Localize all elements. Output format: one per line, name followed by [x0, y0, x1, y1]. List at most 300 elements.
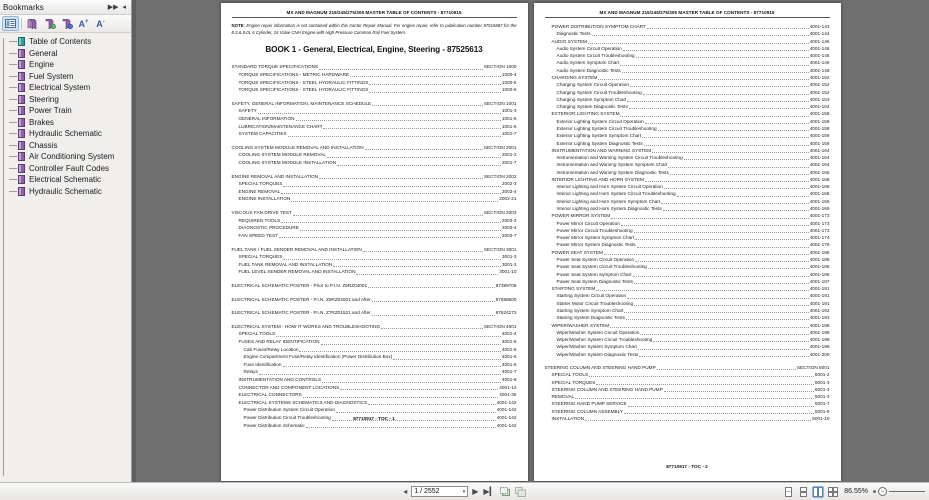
toc-entry-page: 4001-146 — [809, 60, 830, 66]
toc-leader-dots — [306, 427, 496, 428]
toc-entry[interactable] — [232, 100, 517, 108]
toc-leader-dots — [575, 398, 814, 399]
bookmark-list[interactable] — [0, 33, 131, 482]
toc-entry[interactable] — [545, 176, 830, 183]
toc-entry-page: SECTION 1001 — [483, 100, 517, 106]
toc-entry-page: 4001-4 — [501, 331, 517, 337]
toc-entry[interactable] — [232, 361, 517, 369]
toc-group — [232, 100, 517, 138]
toc-entry-page: 4001-8 — [501, 377, 517, 383]
toc-leader-dots — [291, 201, 498, 202]
toc-entry[interactable] — [232, 368, 517, 376]
toc-entry[interactable] — [545, 379, 830, 386]
toc-entry[interactable] — [232, 330, 517, 338]
toc-entry-title: COOLING SYSTEM MODULE REMOVAL AND INSTALLATION — [231, 144, 364, 150]
toc-leader-dots — [296, 120, 501, 121]
toc-entry-page: 4001-146 — [809, 53, 830, 59]
toc-entry[interactable] — [545, 263, 830, 270]
toc-entry[interactable] — [545, 249, 830, 256]
toc-entry[interactable] — [545, 212, 830, 219]
toc-leader-dots — [323, 128, 500, 129]
bookmark-item[interactable] — [0, 71, 131, 83]
toc-entry[interactable] — [545, 198, 830, 205]
bookmark-item[interactable] — [0, 82, 131, 94]
bookmark-item[interactable] — [0, 140, 131, 152]
toc-entry[interactable] — [545, 351, 830, 358]
previous-page-icon[interactable]: ◂ — [403, 486, 408, 496]
toc-entry-title: LUBRICATION/MAINTENANCE CHART — [238, 123, 323, 129]
toc-entry-title: STEERING COLUMN AND STEERING HAND PUMP — [551, 386, 663, 392]
toc-entry-title: Interior Lighting and Horn System Symptom Chart — [556, 198, 661, 204]
bookmark-icon — [18, 129, 25, 138]
tree-branch-line — [9, 64, 17, 65]
toc-entry[interactable] — [232, 107, 517, 115]
page-spread — [221, 0, 841, 481]
toc-entry[interactable] — [545, 147, 830, 154]
toc-entry[interactable] — [232, 144, 517, 152]
delete-bookmark-icon[interactable] — [58, 16, 75, 31]
toc-entry-title: SPECIAL TOOLS — [551, 372, 589, 378]
tree-branch-line — [9, 110, 17, 111]
toc-entry-title: SYSTEM CAPACITIES — [238, 131, 287, 137]
toc-leader-dots — [303, 397, 499, 398]
toc-entry[interactable] — [545, 307, 830, 314]
bookmark-item-label: Power Train — [29, 106, 72, 116]
toc-leader-dots — [372, 105, 483, 106]
text-size-increase-icon[interactable] — [75, 16, 92, 31]
toc-entry-page: 4001-173 — [809, 227, 830, 233]
toc-leader-dots — [670, 174, 809, 175]
toc-leader-dots — [283, 259, 500, 260]
toc-entry[interactable] — [545, 118, 830, 125]
bookmark-icon — [18, 175, 25, 184]
toc-entry[interactable] — [232, 173, 517, 181]
toc-entry-title: Power Seat System Circuit Operation — [556, 257, 635, 262]
toc-entry[interactable] — [545, 67, 830, 74]
toc-entry-page: SECTION 4001 — [483, 323, 517, 329]
toc-entry-title: WIPER/WASHER SYSTEM — [551, 322, 610, 328]
toc-entry-title: FUEL TANK / FUEL SENDER REMOVAL AND INSTALLATION — [231, 246, 362, 252]
bookmarks-sidebar — [0, 0, 132, 482]
toc-entry[interactable] — [545, 408, 830, 415]
toc-entry[interactable] — [545, 300, 830, 307]
toc-entry-page: 4001-159 — [809, 133, 830, 139]
toc-entry-title: REMOVAL — [551, 394, 575, 400]
toc-entry-page: 2003-4 — [501, 225, 517, 231]
toc-entry[interactable] — [232, 323, 517, 331]
toc-leader-dots — [288, 136, 501, 137]
bookmark-item-label: Steering — [29, 94, 59, 104]
toc-entry-page: 1000-4 — [501, 71, 517, 77]
toc-entry[interactable] — [545, 336, 830, 343]
toc-entry[interactable] — [232, 224, 517, 232]
toc-entry[interactable] — [545, 190, 830, 197]
toc-entry-title: Interior Lighting and Horn System Diagnostic Tests — [556, 206, 662, 212]
bookmark-item[interactable] — [0, 36, 131, 48]
page-number-value: 1 / 2552 — [414, 488, 440, 495]
toc-leader-dots — [336, 412, 496, 413]
toc-entry[interactable] — [545, 292, 830, 299]
toc-entry[interactable] — [545, 132, 830, 139]
toc-entry[interactable] — [232, 282, 517, 290]
toc-entry-title: Fuse Identification — [243, 361, 282, 367]
panel-close-icon[interactable]: ◂ — [122, 3, 126, 11]
toc-leader-dots — [630, 86, 809, 87]
toc-entry[interactable] — [545, 278, 830, 285]
zoom-out-button[interactable]: − — [878, 487, 887, 496]
toc-entry[interactable] — [232, 63, 517, 71]
toc-entry[interactable] — [232, 209, 517, 217]
toc-entry[interactable] — [545, 125, 830, 132]
toc-leader-dots — [658, 130, 809, 131]
toc-entry-title: STEERING HAND PUMP SERVICE — [551, 401, 627, 407]
toc-entry-title: TORQUE SPECIFICATIONS - METRIC HARDWARE — [238, 71, 350, 77]
toc-entry-title: Power Seat System Diagnostic Tests — [556, 278, 634, 284]
bookmark-item-label: Brakes — [29, 117, 54, 127]
toc-entry[interactable] — [545, 400, 830, 407]
toc-group — [232, 173, 517, 203]
toc-entry-page: 1001-3 — [501, 108, 517, 114]
toc-leader-dots — [620, 65, 808, 66]
copy-icon[interactable] — [515, 486, 527, 498]
toc-entry[interactable] — [232, 115, 517, 123]
toc-entry[interactable] — [232, 261, 517, 269]
toc-entry[interactable] — [232, 71, 517, 79]
bookmark-icon — [18, 83, 25, 92]
toc-entry-title: SAFETY — [238, 108, 257, 114]
page-number-input[interactable] — [411, 486, 468, 497]
tree-branch-line — [9, 76, 17, 77]
toc-leader-dots — [589, 376, 814, 377]
zoom-slider-track[interactable] — [889, 491, 925, 492]
toc-leader-dots — [620, 116, 808, 117]
bookmark-item[interactable] — [0, 151, 131, 163]
bookmark-list-icon[interactable] — [2, 16, 19, 31]
toc-entry[interactable] — [545, 96, 830, 103]
toc-leader-dots — [623, 50, 809, 51]
toc-entry[interactable] — [232, 130, 517, 138]
zoom-level-label: 86.55% — [844, 488, 868, 495]
toc-entry-page: 4001-158 — [809, 111, 830, 117]
bookmarks-toolbar — [0, 15, 131, 33]
toc-entry[interactable] — [545, 154, 830, 161]
toc-leader-dots — [622, 72, 809, 73]
toc-entry-page: 4001-186 — [809, 271, 830, 277]
toc-leader-dots — [319, 178, 483, 179]
toc-entry-title: Power Mirror Circuit Operation — [556, 220, 620, 226]
toc-entry-page: 4001-165 — [809, 169, 830, 175]
toc-entry-title: FUSES AND RELAY IDENTIFICATION — [238, 338, 320, 344]
bookmark-item-label: Hydraulic Schematic — [29, 129, 102, 139]
toc-entry[interactable] — [232, 422, 517, 430]
document-page-right — [534, 3, 841, 481]
toc-entry[interactable] — [232, 159, 517, 167]
toc-entry-title: Diagnostic Tests — [556, 31, 591, 37]
decrease-letter: A — [96, 18, 103, 29]
toc-entry[interactable] — [545, 81, 830, 88]
toc-entry[interactable] — [545, 329, 830, 336]
toc-entry[interactable] — [545, 285, 830, 292]
bookmark-item-label: Electrical Schematic — [29, 175, 102, 185]
toc-entry-page: 4001-185 — [809, 249, 830, 255]
toc-group — [232, 296, 517, 304]
bookmark-item[interactable] — [0, 174, 131, 186]
toc-entry-page: 1000-5 — [501, 79, 517, 85]
continuous-scroll-icon[interactable] — [797, 486, 809, 498]
toc-entry-title: EXTERIOR LIGHTING SYSTEM — [551, 111, 620, 117]
collapse-all-icon[interactable]: ▶▶ — [107, 3, 119, 11]
toc-entry[interactable] — [232, 151, 517, 159]
toc-entry-title: Relays — [243, 369, 258, 375]
toc-entry[interactable] — [545, 161, 830, 168]
next-page-icon[interactable]: ▶ — [472, 486, 479, 496]
toc-entry-page: 1001-6 — [501, 123, 517, 129]
bookmark-item-label: Chassis — [29, 140, 58, 150]
page-footer-right: 87710917 - TOC - 2 — [666, 464, 708, 469]
zoom-slider[interactable] — [873, 487, 925, 496]
toc-entry[interactable] — [545, 322, 830, 329]
toc-entry[interactable] — [232, 253, 517, 261]
toc-leader-dots — [643, 94, 809, 95]
toc-entry[interactable] — [545, 415, 830, 422]
tree-branch-line — [9, 191, 17, 192]
bookmark-icon — [18, 118, 25, 127]
toc-entry[interactable] — [545, 89, 830, 96]
toc-leader-dots — [592, 35, 809, 36]
toc-leader-dots — [368, 404, 496, 405]
toc-entry[interactable] — [545, 59, 830, 66]
toc-entry-title: ENGINE REMOVAL AND INSTALLATION — [231, 173, 319, 179]
bookmark-item-label: Controller Fault Codes — [29, 163, 110, 173]
toc-entry-title: COOLING SYSTEM MODULE REMOVAL — [238, 152, 326, 158]
toc-entry[interactable] — [545, 169, 830, 176]
toc-entry-page: 4001-143 — [809, 24, 830, 29]
toc-entry[interactable] — [545, 110, 830, 117]
bookmark-icon — [18, 187, 25, 196]
toc-leader-dots — [604, 254, 809, 255]
toc-entry-page: 5001-9 — [814, 408, 830, 414]
toc-entry-title: AUDIO SYSTEM — [551, 38, 587, 44]
toc-entry[interactable] — [232, 217, 517, 225]
toc-entry-title: Starting System Circuit Operation — [556, 293, 627, 299]
bookmark-item[interactable] — [0, 186, 131, 198]
toc-entry-page: 4001-148 — [809, 67, 830, 73]
toc-entry-title: CONNECTOR AND COMPONENT LOCATIONS — [238, 384, 340, 390]
toc-entry-title: POWER MIRROR SYSTEM — [551, 213, 611, 219]
toc-entry-title: Audio System Symptom Chart — [556, 60, 620, 66]
single-page-view-icon[interactable] — [782, 486, 794, 498]
toc-entry[interactable] — [232, 195, 517, 203]
toc-entry-page: 4001-6 — [501, 361, 517, 367]
new-bookmark-icon[interactable] — [41, 16, 58, 31]
toc-leader-dots — [598, 79, 808, 80]
document-page-left — [221, 3, 528, 481]
toc-entry-page: 5001-3 — [814, 394, 830, 400]
toc-entry-page: 4001-158 — [809, 118, 830, 124]
toc-entry[interactable] — [545, 45, 830, 52]
viewport-left-edge — [132, 0, 136, 482]
toc-entry-page: 5001-3 — [814, 379, 830, 385]
toc-entry[interactable] — [545, 364, 830, 371]
toc-entry[interactable] — [232, 346, 517, 354]
toc-entry[interactable] — [545, 386, 830, 393]
toc-entry-page: 4001-12 — [499, 384, 517, 390]
engine-repair-note — [232, 23, 517, 36]
bookmark-item[interactable] — [0, 59, 131, 71]
toc-entry-page: 87389708 — [495, 282, 517, 288]
toc-entry-title: Wiper/Washer System Diagnostic Tests — [556, 351, 639, 357]
toc-entry[interactable] — [232, 399, 517, 407]
toc-entry[interactable] — [545, 227, 830, 234]
toc-entry[interactable] — [545, 314, 830, 321]
toc-entry-page: 4001-152 — [809, 74, 830, 80]
bookmark-item[interactable] — [0, 163, 131, 175]
bookmark-item-label: Table of Contents — [29, 37, 92, 47]
bookmark-icon[interactable] — [24, 16, 41, 31]
toc-entry-title: REQUIRED TOOLS — [238, 217, 281, 223]
bookmark-item-label: Electrical System — [29, 83, 91, 93]
toc-leader-dots — [635, 261, 809, 262]
toolbar-divider — [21, 18, 22, 29]
toc-entry[interactable] — [232, 246, 517, 254]
toc-entry[interactable] — [232, 296, 517, 304]
chevron-down-icon[interactable]: ▾ — [462, 488, 466, 495]
toc-entry[interactable] — [545, 220, 830, 227]
toc-entry[interactable] — [232, 338, 517, 346]
toc-entry[interactable] — [232, 188, 517, 196]
toc-entry-title: Wiper/Washer System Symptom Chart — [556, 344, 637, 350]
toc-entry[interactable] — [545, 183, 830, 190]
toc-entry[interactable] — [545, 393, 830, 400]
toc-leader-dots — [648, 268, 809, 269]
toc-entry-page: 4001-158 — [809, 125, 830, 131]
toc-entry-page: 4001-187 — [809, 278, 830, 284]
bookmark-item[interactable] — [0, 94, 131, 106]
toc-entry[interactable] — [545, 103, 830, 110]
toc-entry-title: Power Mirror System Symptom Chart — [556, 235, 635, 241]
toc-group — [232, 309, 517, 317]
tree-branch-line — [9, 41, 17, 42]
toc-entry[interactable] — [545, 256, 830, 263]
next-view-icon[interactable]: ▶▎ — [483, 486, 496, 496]
toc-leader-dots — [281, 193, 501, 194]
toc-entry-page: 4001-173 — [809, 213, 830, 219]
toc-entry[interactable] — [545, 234, 830, 241]
toc-entry-page: 4001-193 — [809, 315, 830, 321]
toc-entry-page: 5001-2 — [814, 372, 830, 378]
toc-entry[interactable] — [545, 371, 830, 378]
toc-entry-title: STARTING SYSTEM — [551, 286, 596, 292]
toc-group — [545, 364, 830, 422]
toc-entry[interactable] — [232, 376, 517, 384]
toc-entry[interactable] — [232, 79, 517, 87]
toc-leader-dots — [652, 152, 809, 153]
toc-entry-title: DIAGNOSTIC PROCEDURE — [238, 225, 299, 231]
toc-entry-page: 4001-200 — [809, 351, 830, 357]
toc-entry[interactable] — [545, 30, 830, 37]
toc-entry[interactable] — [545, 38, 830, 45]
toc-entry-page: 4001-191 — [809, 293, 830, 299]
toc-entry[interactable] — [545, 140, 830, 147]
toc-entry-title: STEERING COLUMN AND STEERING HAND PUMP — [544, 364, 656, 370]
toc-entry-page: 1000-6 — [501, 87, 517, 93]
toc-entry[interactable] — [232, 268, 517, 276]
bookmark-item[interactable] — [0, 48, 131, 60]
toc-entry-page: 5001-7 — [814, 401, 830, 407]
toc-entry[interactable] — [232, 123, 517, 131]
toc-entry[interactable] — [545, 23, 830, 30]
toc-entry-page: 4001-164 — [809, 147, 830, 153]
tree-branch-line — [9, 145, 17, 146]
toc-entry-page: 4001-5 — [501, 338, 517, 344]
toc-entry[interactable] — [545, 271, 830, 278]
toc-entry[interactable] — [232, 406, 517, 414]
toc-entry[interactable] — [232, 86, 517, 94]
toc-leader-dots — [610, 327, 809, 328]
toc-entry-title: Audio System Diagnostic Tests — [556, 67, 621, 73]
document-viewport[interactable] — [132, 0, 929, 482]
toc-leader-dots — [276, 336, 501, 337]
toc-leader-dots — [299, 351, 500, 352]
toc-entry[interactable] — [545, 74, 830, 81]
toc-entry-title: FUEL LEVEL SENDER REMOVAL AND INSTALLATION — [238, 269, 356, 275]
toc-entry[interactable] — [545, 343, 830, 350]
toc-leader-dots — [628, 406, 814, 407]
toc-entry-page: 4001-152 — [809, 89, 830, 95]
toc-entry[interactable] — [232, 353, 517, 361]
toc-entry-page: SECTION 3001 — [483, 246, 517, 252]
toc-entry-page: 4001-144 — [809, 31, 830, 37]
toc-entry-page: 87624272 — [495, 310, 517, 316]
two-page-scroll-icon[interactable] — [827, 486, 839, 498]
toc-group — [232, 144, 517, 167]
bookmark-item[interactable] — [0, 117, 131, 129]
snapshot-icon[interactable] — [500, 486, 512, 498]
bookmark-icon — [18, 164, 25, 173]
toc-entry[interactable] — [232, 384, 517, 392]
bookmark-item[interactable] — [0, 128, 131, 140]
toc-entry-title: Power Mirror Circuit Troubleshooting — [556, 227, 633, 233]
two-page-view-icon[interactable] — [812, 486, 824, 498]
toc-entry-title: FAN SPEED TEST — [238, 232, 279, 238]
toc-entry[interactable] — [232, 309, 517, 317]
toc-entry-title: Starting System Symptom Chart — [556, 307, 624, 313]
toc-entry-page: 4001-185 — [809, 264, 830, 270]
toc-leader-dots — [664, 188, 809, 189]
toc-entry-title: INSTALLATION — [551, 415, 585, 421]
toc-entry[interactable] — [232, 180, 517, 188]
toc-entry-page: 4001-7 — [501, 369, 517, 375]
toc-entry[interactable] — [232, 391, 517, 399]
toc-entry-page: 2003-7 — [501, 232, 517, 238]
toc-leader-dots — [372, 301, 495, 302]
toc-entry[interactable] — [545, 241, 830, 248]
toc-entry[interactable] — [545, 52, 830, 59]
toc-entry[interactable] — [545, 205, 830, 212]
text-size-decrease-icon[interactable] — [92, 16, 109, 31]
toc-entry-title: ELECTRICAL SCHEMATIC POSTER - P.I.N. Z6RZ04001 and After — [231, 296, 371, 302]
toc-entry-title: Starter Motor Circuit Troubleshooting — [556, 300, 634, 306]
toc-leader-dots — [645, 181, 809, 182]
toc-group — [232, 282, 517, 290]
toc-leader-dots — [337, 165, 501, 166]
toc-entry[interactable] — [232, 232, 517, 240]
toc-leader-dots — [259, 374, 501, 375]
bookmark-item[interactable] — [0, 105, 131, 117]
bookmark-icon — [18, 95, 25, 104]
toc-leader-dots — [663, 210, 809, 211]
toc-entry-page: 4001-173 — [809, 220, 830, 226]
